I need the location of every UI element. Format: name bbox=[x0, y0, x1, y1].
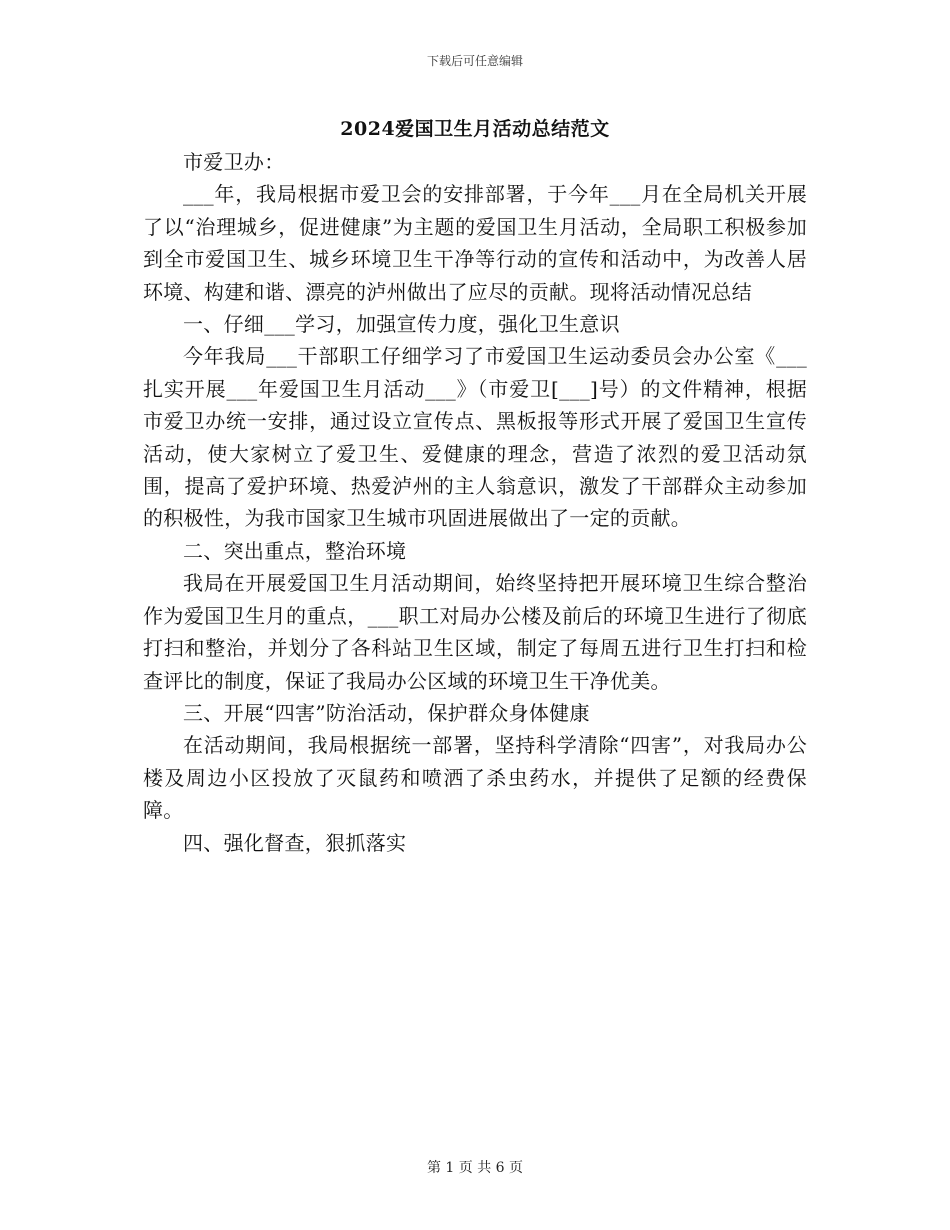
section-heading-2: 二、突出重点，整治环境 bbox=[183, 538, 407, 563]
section-body-3: 在活动期间，我局根据统一部署，坚持科学清除“四害”，对我局办公楼及周边小区投放了灭鼠药和喷洒了杀虫药水，并提供了足额的经费保障。 bbox=[143, 733, 807, 823]
document-body bbox=[143, 146, 807, 859]
section-heading-4: 四、强化督查，狠抓落实 bbox=[183, 830, 407, 855]
page-number: 第 1 页 共 6 页 bbox=[426, 1160, 524, 1176]
section-body-1: 今年我局___干部职工仔细学习了市爱国卫生运动委员会办公室《___扎实开展___年爱国卫生月活动___》（市爱卫[___]号）的文件精神，根据市爱卫办统一安排，通过设立宣传点、黑板报等形式开展了爱国卫生宣传活动，使大家树立了爱卫生、爱健康的理念，营造了浓烈的爱卫活动氛围，提高了爱护环境、热爱泸州的主人翁意识，激发了干部群众主动参加的积极性，为我市国家卫生城市巩固进展做出了一定的贡献。 bbox=[143, 344, 807, 531]
section-body-2: 我局在开展爱国卫生月活动期间，始终坚持把开展环境卫生综合整治作为爱国卫生月的重点，___职工对局办公楼及前后的环境卫生进行了彻底打扫和整治，并划分了各科站卫生区域，制定了每周五进行卫生打扫和检查评比的制度，保证了我局办公区域的环境卫生干净优美。 bbox=[143, 571, 807, 693]
document-title: 2024爱国卫生月活动总结范文 bbox=[340, 118, 610, 140]
header-note: 下载后可任意编辑 bbox=[426, 54, 523, 68]
section-heading-3: 三、开展“四害”防治活动，保护群众身体健康 bbox=[183, 700, 590, 725]
salutation: 市爱卫办： bbox=[183, 150, 285, 174]
section-heading-1: 一、仔细___学习，加强宣传力度，强化卫生意识 bbox=[183, 312, 620, 337]
intro-paragraph: ___年，我局根据市爱卫会的安排部署，于今年___月在全局机关开展了以“治理城乡，促进健康”为主题的爱国卫生月活动，全局职工积极参加到全市爱国卫生、城乡环境卫生干净等行动的宣传和活动中，为改善人居环境、构建和谐、漂亮的泸州做出了应尽的贡献。现将活动情况总结 bbox=[143, 182, 807, 304]
